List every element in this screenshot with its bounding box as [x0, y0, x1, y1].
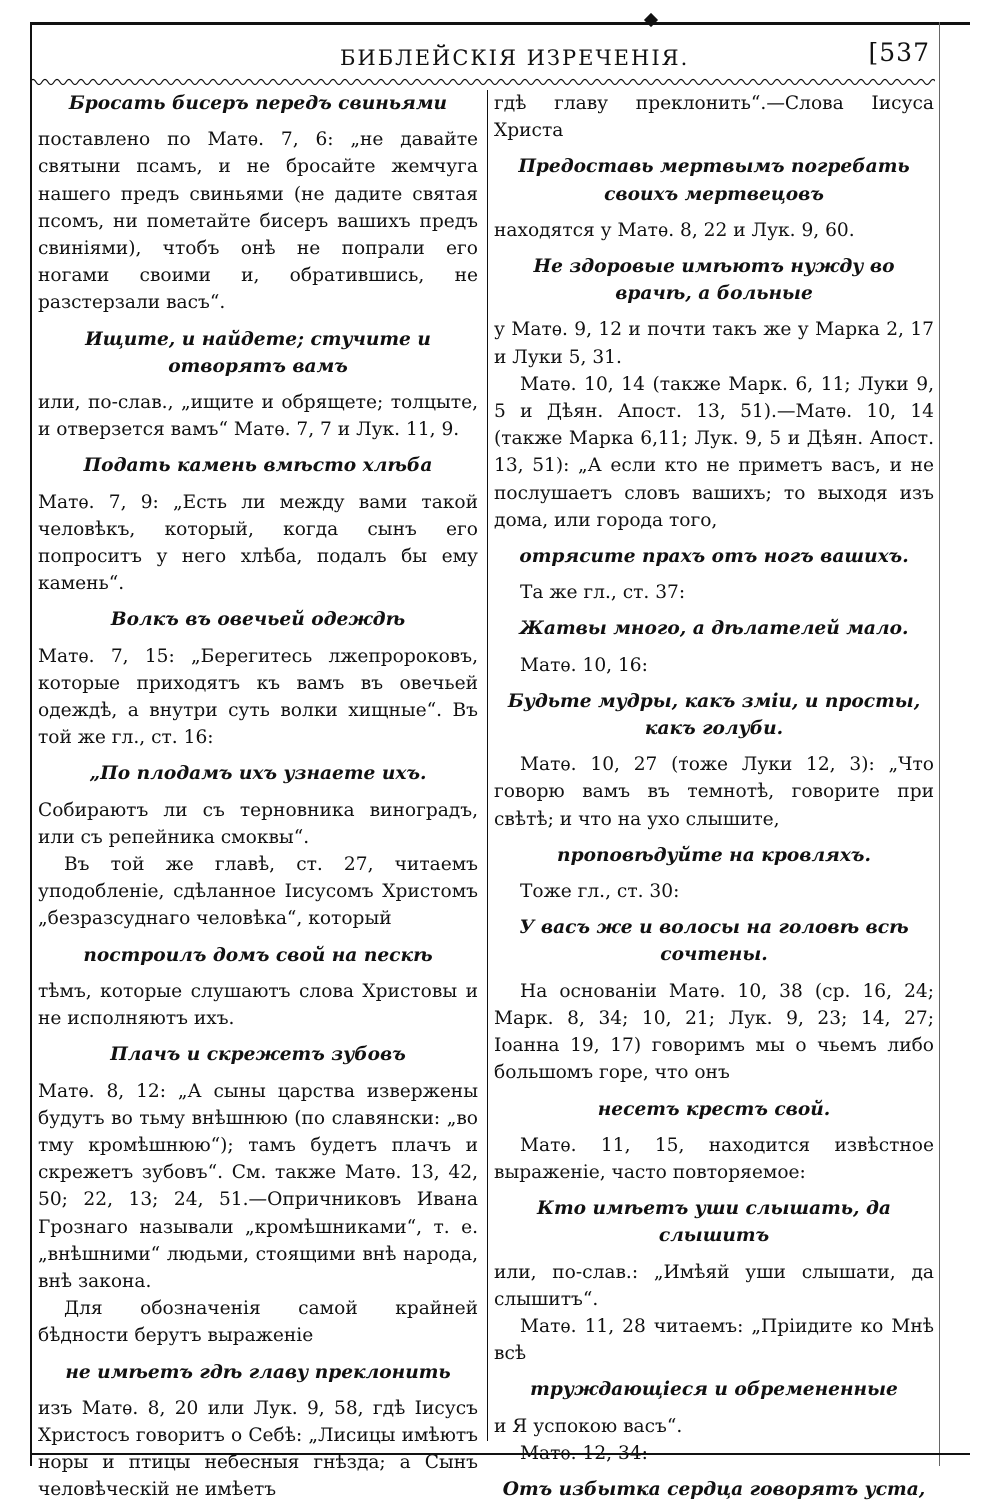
- paragraph: тѣмъ, которые слушаютъ слова Христовы и не исполняютъ ихъ.: [38, 980, 478, 1030]
- paragraph: находятся у Матѳ. 8, 22 и Лук. 9, 60.: [494, 219, 855, 241]
- column-divider: [487, 90, 488, 1441]
- heading: Отъ избытка сердца говорятъ уста,: [502, 1478, 926, 1500]
- running-title: БИБЛЕЙСКІЯ ИЗРЕЧЕНІЯ.: [340, 46, 690, 70]
- paragraph: Матѳ. 7, 15: „Берегитесь лжепророковъ, которые приходятъ къ вамъ въ овечьей одеждѣ, а внутри суть волки хищные“. Въ той же гл., ст. 16:: [38, 645, 478, 749]
- paragraph: Тоже гл., ст. 30:: [520, 881, 680, 903]
- paragraph: Для обозначенія самой крайней бѣдности берутъ выраженіе: [38, 1298, 478, 1347]
- paragraph: Матѳ. 12, 34:: [520, 1442, 648, 1464]
- heading: Жатвы много, а дѣлателей мало.: [519, 618, 909, 640]
- heading: Подать камень вмѣсто хлѣба: [83, 455, 433, 477]
- heading: Бросать бисеръ передъ свиньями: [68, 93, 448, 114]
- heading: Ищите, и найдете; стучите и отворятъ вамъ: [85, 328, 431, 377]
- heading: Будьте мудры, какъ зміи, и просты, какъ голуби.: [507, 690, 921, 740]
- paragraph: Матѳ. 8, 12: „А сыны царства извержены будутъ во тьму внѣшнюю (по славянски: „во тму кромѣшнюю“); тамъ будетъ плачъ и скрежетъ зубовъ“. См. также Матѳ. 13, 42, 50; 22, 13; 24, 51.—Опричниковъ Ивана Грознаго называли „кромѣшниками“, т. е. „внѣшними“ людьми, стоящими внѣ народа, внѣ закона.: [38, 1080, 478, 1292]
- paragraph: На основаніи Матѳ. 10, 38 (ср. 16, 24; Марк. 8, 34; 10, 21; Лук. 9, 23; 14, 27; Іоанна 19, 17) говоримъ мы о чьемъ либо большомъ горе, что онъ: [494, 980, 934, 1084]
- running-head: [30, 38, 940, 78]
- paragraph: Въ той же главѣ, ст. 27, читаемъ уподобленіе, сдѣланное Іисусомъ Христомъ „безразсуднаго человѣка“, который: [38, 854, 478, 930]
- paragraph: или, по-слав., „ищите и обрящете; толцыте, и отверзется вамъ“ Матѳ. 7, 7 и Лук. 11, 9.: [38, 392, 478, 441]
- paragraph: и Я успокою васъ“.: [494, 1415, 683, 1437]
- right-column: [494, 90, 934, 1512]
- left-column: [38, 90, 478, 1504]
- heading: Предоставь мертвымъ погребать своихъ мертвецовъ: [518, 156, 910, 205]
- heading: отрясите прахъ отъ ногъ вашихъ.: [519, 546, 909, 568]
- heading: У васъ же и волосы на головѣ всѣ сочтены.: [519, 917, 909, 966]
- right-frame-line: [939, 22, 940, 1466]
- left-frame-line: [30, 22, 32, 1466]
- paragraph: или, по-слав.: „Имѣяй уши слышати, да слышитъ“.: [494, 1261, 934, 1310]
- bottom-rule: [30, 1453, 970, 1455]
- wavy-rule: [30, 76, 935, 88]
- heading: Волкъ въ овечьей одеждѣ: [110, 609, 406, 631]
- heading: „По плодамъ ихъ узнаете ихъ.: [89, 763, 427, 785]
- paragraph: у Матѳ. 9, 12 и почти такъ же у Марка 2, 17 и Луки 5, 31.: [494, 319, 934, 368]
- paragraph: гдѣ главу преклонить“.—Слова Іисуса Христа: [494, 93, 934, 142]
- top-rule: [30, 22, 970, 25]
- paragraph: Матѳ. 7, 9: „Есть ли между вами такой человѣкъ, который, когда сынъ его попроситъ у него хлѣба, подалъ бы ему камень“.: [38, 491, 478, 595]
- paragraph: Матѳ. 10, 16:: [520, 654, 648, 676]
- page-number: [537: [868, 38, 930, 67]
- paragraph: изъ Матѳ. 8, 20 или Лук. 9, 58, гдѣ Іисусъ Христосъ говоритъ о Себѣ: „Лисицы имѣютъ норы и птицы небесныя гнѣзда; а Сынъ человѣческій не имѣетъ: [38, 1397, 478, 1501]
- paragraph: Матѳ. 10, 14 (также Марк. 6, 11; Луки 9, 5 и Дѣян. Апост. 13, 51).—Матѳ. 10, 14 (также Марка 6,11; Лук. 9, 5 и Дѣян. Апост. 13, 51): „А если кто не приметъ васъ, и не послушаетъ словъ вашихъ; то выходя изъ дома, или города того,: [494, 373, 934, 531]
- heading: несетъ крестъ свой.: [597, 1098, 831, 1120]
- heading: Кто имѣетъ уши слышать, да слышитъ: [537, 1198, 891, 1247]
- paragraph: Матѳ. 11, 15, находится извѣстное выраженіе, часто повторяемое:: [494, 1134, 934, 1183]
- heading: не имѣетъ гдѣ главу преклонить: [65, 1361, 451, 1383]
- paragraph: поставлено по Матѳ. 7, 6: „не давайте святыни псамъ, и не бросайте жемчуга нашего предъ свиньями (не дадите святая псомъ, ни пометайте бисеръ вашихъ предъ свиніями), чтобъ онѣ не попрали его ногами своими и, обратившись, не разстерзали васъ“.: [38, 129, 478, 314]
- heading: построилъ домъ свой на пескѣ: [83, 944, 433, 966]
- heading: Не здоровые имѣютъ нужду во врачѣ, а больные: [533, 256, 895, 305]
- paragraph: Собираютъ ли съ терновника виноградъ, или съ репейника смоквы“.: [38, 799, 478, 848]
- paragraph: Та же гл., ст. 37:: [520, 582, 686, 604]
- paragraph: Матѳ. 11, 28 читаемъ: „Пріидите ко Мнѣ всѣ: [494, 1315, 934, 1365]
- heading: Плачъ и скрежетъ зубовъ: [110, 1044, 406, 1066]
- heading: труждающіеся и обремененные: [530, 1379, 898, 1401]
- heading: проповѣдуйте на кровляхъ.: [557, 844, 871, 866]
- paragraph: Матѳ. 10, 27 (тоже Луки 12, 3): „Что говорю вамъ въ темнотѣ, говорите при свѣтѣ; и что на ухо слышите,: [494, 754, 934, 830]
